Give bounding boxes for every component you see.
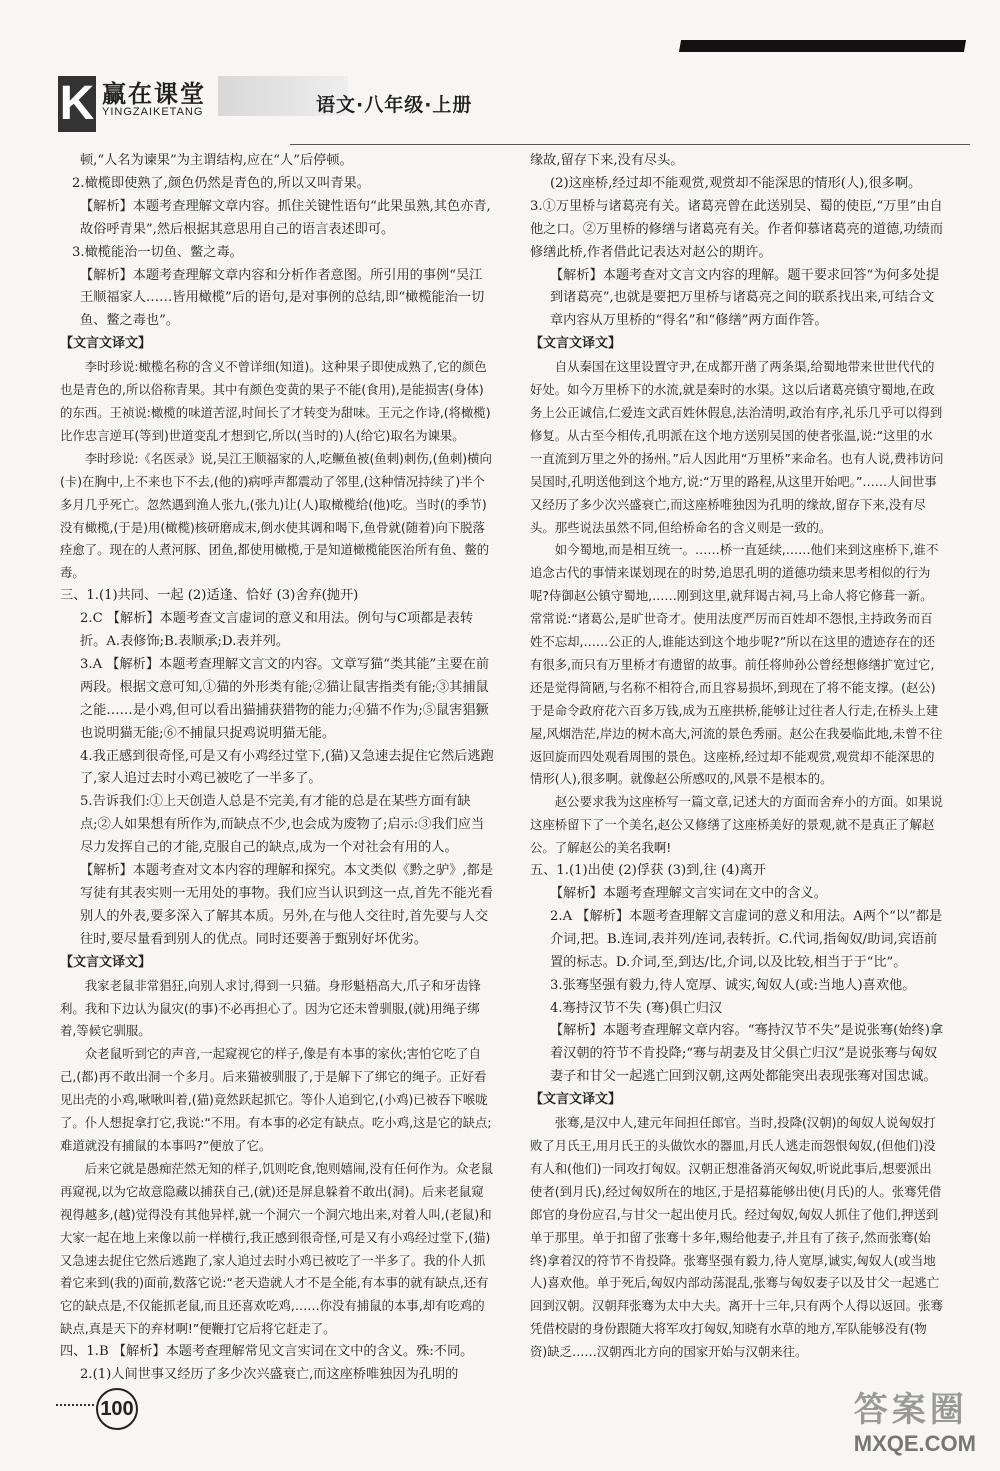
right-column-line: 3.①万里桥与诸葛亮有关。诸葛亮曾在此送别吴、蜀的使臣,“万里”由自他之口。②万里桥的修缮与诸葛亮有关。作者仰慕诸葛亮的道德,功绩而修缮此桥,作者借此记表达对赵公的期许。 (530, 198, 944, 260)
right-column-line: 缘故,留存下来,没有尽头。 (530, 153, 684, 168)
right-column-line: 赵公要求我为这座桥写一篇文章,记述大的方面而舍弃小的方面。如果说这座桥留下了一个美名,赵公又修缮了这座桥美好的景观,就不是真正了解赵公。了解赵公的美名我啊! (530, 794, 943, 856)
subject-title: 语文·八年级·上册 (316, 94, 473, 116)
right-column-line: 【解析】本题考查理解文章内容。“骞持汉节不失”是说张骞(始终)拿着汉朝的符节不肯投降;“骞与胡妻及甘父俱亡归汉”是说张骞与匈奴妻子和甘父一起逃亡回到汉朝,这两处都能突出表现张骞对国忠诚。 (550, 1023, 944, 1085)
left-column-line: 后来它就是愚痴茫然无知的样子,饥则吃食,饱则嬉闹,没有任何作为。众老鼠再窥视,以为它故意隐藏以捕获自己,(就)还是屏息躲着不敢出(洞)。后来老鼠窥视得越多,(越)觉得没有其他异样,就一个洞穴一个洞穴地出来,对着人叫,(老鼠)和大家一起在地上来像以前一样横行,我正感到很奇怪,可是又有小鸡经过堂下,(猫)又急速去捉住它然后逃跑了,家人追过去时小鸡已被吃了一半多了。我的仆人抓着它来到(我的)面前,数落它说:“老天造就人才不是全能,有本事的就有缺点,还有它的缺点是,不仅能抓老鼠,而且还喜欢吃鸡,……你没有捕鼠的本事,却有吃鸡的缺点,真是天下的弃材啊!”便鞭打它后将它赶走了。 (60, 1160, 494, 1337)
left-column-line: 众老鼠听到它的声音,一起窥视它的样子,像是有本事的家伙;害怕它吃了自己,(都)再不敢出洞一个多月。后来猫被驯服了,于是解下了绑它的绳子。正好看见出壳的小鸡,啾啾叫着,(猫)竟然跃起抓它。等仆人追到它,(小鸡)已被吞下喉咙了。仆人想捉拿打它,我说:“不用。有本事的必定有缺点。吃小鸡,这是它的缺点;难道就没有捕鼠的本事吗?”便放了它。 (60, 1046, 492, 1153)
page-number: 100 (96, 1388, 138, 1430)
left-column-line: 2.C 【解析】本题考查文言虚词的意义和用法。例句与C项都是表转折。A.表修饰;B.表顺承;D.表并列。 (80, 611, 474, 650)
right-column-line: 五、1.(1)出使 (2)俘获 (3)到,往 (4)离开 (530, 863, 766, 879)
left-column-line: 2.(1)人间世事又经历了多少次兴盛衰亡,而这座桥唯独因为孔明的 (80, 1367, 459, 1383)
page-number-dots (56, 1404, 94, 1412)
left-column-line: 我家老鼠非常猖狂,向别人求讨,得到一只猫。身形魁梧高大,爪子和牙齿锋利。我和下边认为鼠灾(的事)不必再担心了。因为它还未曾驯服,(就)用绳子绑着,等候它驯服。 (60, 977, 481, 1039)
header-divider (290, 144, 970, 145)
left-column-line: 5.告诉我们:①上天创造人总是不完美,有才能的总是在某些方面有缺点;②人如果想有所作为,而缺点不少,也会成为废物了;启示:③我们应当尽力发挥自己的才能,克服自己的缺点,成为一个对社会有用的人。 (80, 794, 485, 856)
left-column-line: 3.橄榄能治一切鱼、鳖之毒。 (72, 244, 243, 260)
right-column-line: 张骞,是汉中人,建元年间担任郎官。当时,投降(汉朝)的匈奴人说匈奴打败了月氏王,用月氏王的头做饮水的器皿,月氏人逃走而怨恨匈奴,(但他们)没有人和(他们)一同攻打匈奴。汉朝正想准备消灭匈奴,听说此事后,想要派出使者(到月氏),经过匈奴所在的地区,于是招募能够出使(月氏)的人。张骞凭借郎官的身份应召,与甘父一起出使月氏。经过匈奴,匈奴人抓住了他们,押送到单于那里。单于扣留了张骞十多年,赐给他妻子,并且有了孩子,然而张骞(始终)拿着汉的符节不肯投降。张骞坚强有毅力,待人宽厚,诚实,匈奴人(或当地人)喜欢他。单于死后,匈奴内部动荡混乱,张骞与匈奴妻子以及甘父一起逃亡回到汉朝。汉朝拜张骞为太中大夫。离开十三年,只有两个人得以返回。张骞凭借校尉的身份跟随大将军攻打匈奴,知晓有水草的地方,军队能够没有(物资)缺乏……汉朝西北方向的国家开始与汉朝来往。 (530, 1115, 943, 1360)
left-column-line: 2.橄榄即使熟了,颜色仍然是青色的,所以又叫青果。 (72, 175, 370, 191)
right-column-line: 【文言文译文】 (530, 336, 622, 352)
right-column-line: 【文言文译文】 (530, 1092, 622, 1108)
watermark-url: MXQE.COM (853, 1431, 976, 1456)
right-column (530, 150, 944, 1364)
right-column-line: 4.骞持汉节不失 (骞)俱亡归汉 (550, 1000, 723, 1016)
right-column-line: 自从秦国在这里设置守尹,在成都开凿了两条渠,给蜀地带来世世代代的好处。如今万里桥下的水流,就是秦时的水渠。这以后诸葛亮镇守蜀地,在政务上公正诚信,仁爱连文武百姓休假息,法治清明,政治有序,礼乐几乎可以得到修复。从古至今相传,孔明派在这个地方送别吴国的使者张温,说:“这里的水一直流到万里之外的扬州。”后人因此用“万里桥”来命名。也有人说,费祎访问吴国时,孔明送他到这个地方,说:“万里的路程,从这里开始吧。”……人间世事又经历了多少次兴盛衰亡,而这座桥唯独因为孔明的缘故,留存下来,没有尽头。那些说法虽然不同,但给桥命名的含义则是一致的。 (530, 359, 944, 535)
right-column-line: (2)这座桥,经过却不能观赏,观赏却不能深思的情形(人),很多啊。 (550, 175, 922, 191)
page-header (58, 66, 970, 150)
left-column-line: 四、1.B 【解析】本题考查理解常见文言实词在文中的含义。殊:不同。 (60, 1344, 474, 1360)
watermark-brand: 答案圈 (853, 1391, 968, 1429)
left-column (60, 150, 494, 1387)
left-column-line: 李时珍说:《名医录》说,吴江王顺福家的人,吃鳜鱼被(鱼刺)刺伤,(鱼刺)横向(卡)在胸中,上不来也下不去,(他的)病呼声都震动了邻里,(这种情况持续了)半个多月几乎死亡。忽然遇到渔人张九,(张九)让(人)取橄榄给(他)吃。当时(的季节)没有橄榄,(于是)用(橄榄)核研磨成末,倒水使其调和喝下,鱼骨就(随着)向下脱落痊愈了。现在的人煮河豚、团鱼,都使用橄榄,于是知道橄榄能医治所有鱼、鳖的毒。 (60, 450, 492, 581)
logo-k-icon: K (59, 77, 95, 130)
decorative-top-bar (679, 40, 966, 52)
right-column-line: 【解析】本题考查理解文言实词在文中的含义。 (550, 886, 827, 901)
left-column-line: 4.我正感到很奇怪,可是又有小鸡经过堂下,(猫)又急速去捉住它然后逃跑了,家人追过去时小鸡已被吃了一半多了。 (80, 748, 494, 787)
left-column-line: 【文言文译文】 (60, 954, 152, 970)
left-column-line: 三、1.(1)共同、一起 (2)适逢、恰好 (3)舍弃(抛开) (60, 588, 359, 604)
logo-title: 赢在课堂 (102, 80, 206, 108)
right-column-line: 如今蜀地,而是相互统一。……桥一直延续,……他们来到这座桥下,谁不追念古代的事情来谋划现在的时势,追思孔明的道德功绩来思考相似的行为呢?侍御赵公镇守蜀地,……刚到这里,就拜谒古祠,马上命人将它修葺一新。常常说:“诸葛公,是旷世奇才。使用法度严厉而百姓却不怨恨,主持政务而百姓不忘却,……公正的人,谁能达到这个地步呢?”所以在这里的遗迹存在的还有很多,而只有万里桥才有遗留的故事。前任将帅孙公曾经想修缮扩宽过它,还是觉得简陋,与名称不相符合,而且容易损坏,到现在了将不能支撑。(赵公)于是命令政府花六百多万钱,成为五座拱桥,能够让过往者人行走,在桥头上建屋,风烟浩茫,岸边的树木高大,河流的景色秀丽。赵公在我晏临此地,未曾不往返回旋而四处观看周围的景色。这座桥,经过却不能观赏,观赏却不能深思的情形(人),很多啊。就像赵公所感叹的,风景不是根本的。 (530, 542, 943, 787)
logo-subtitle: YINGZAIKETANG (102, 106, 204, 118)
left-column-line: 李时珍说:橄榄名称的含义不曾详细(知道)。这种果子即使成熟了,它的颜色也是青色的,所以俗称青果。其中有颜色变黄的果子不能(食用),是能损害(身体)的东西。王祯说:橄榄的味道苦涩,时间长了才转变为甜味。王元之作诗,(将橄榄)比作忠言逆耳(等到)世道变乱才想到它,所以(当时的)人(给它)取名为谏果。 (60, 359, 491, 443)
left-column-line: 3.A 【解析】本题考查理解文言文的内容。文章写猫“类其能”主要在前两段。根据文意可知,①猫的外形类有能;②猫让鼠害指类有能;③其捕鼠之能……是小鸡,但可以看出猫捕获猎物的能力;④猫不作为;⑤鼠害猖獗也说明猫无能;⑥不捕鼠只捉鸡说明猫无能。 (80, 656, 490, 741)
left-column-line: 【解析】本题考查理解文章内容。抓住关键性语句“此果虽熟,其色亦青,故俗呼青果”,然后根据其意思用自己的语言表述即可。 (80, 198, 491, 237)
left-column-line: 【文言文译文】 (60, 336, 152, 352)
watermark (854, 1382, 976, 1457)
right-column-line: 【解析】本题考查对文言文内容的理解。题干要求回答“为何多处提到诸葛亮”,也就是要把万里桥与诸葛亮之间的联系找出来,可结合文章内容从万里桥的“得名”和“修缮”两方面作答。 (550, 267, 940, 329)
left-column-line: 顿,“人名为谏果”为主谓结构,应在“人”后停顿。 (80, 153, 353, 168)
right-column-line: 2.A 【解析】本题考查理解文言虚词的意义和用法。A两个“以”都是介词,把。B.连词,表并列/连词,表转折。C.代词,指匈奴/助词,宾语前置的标志。D.介词,至,到达/比,介词,以及比较,相当于于“比”。 (550, 908, 943, 970)
left-column-line: 【解析】本题考查对文本内容的理解和探究。本文类似《黔之驴》,都是写徒有其表实则一无用处的事物。我们应当认识到这一点,首先不能光看别人的外表,要多深入了解其本质。另外,在与他人交往时,首先要与人交往时,要尽量看到别人的优点。同时还要善于甄别好坏优劣。 (80, 863, 494, 947)
left-column-line: 【解析】本题考查理解文章内容和分析作者意图。所引用的事例“吴江王顺福家人……皆用橄榄”后的语句,是对事例的总结,即“橄榄能治一切鱼、鳖之毒也”。 (80, 267, 485, 329)
right-column-line: 3.张骞坚强有毅力,待人宽厚、诚实,匈奴人(或:当地人)喜欢他。 (550, 977, 916, 993)
